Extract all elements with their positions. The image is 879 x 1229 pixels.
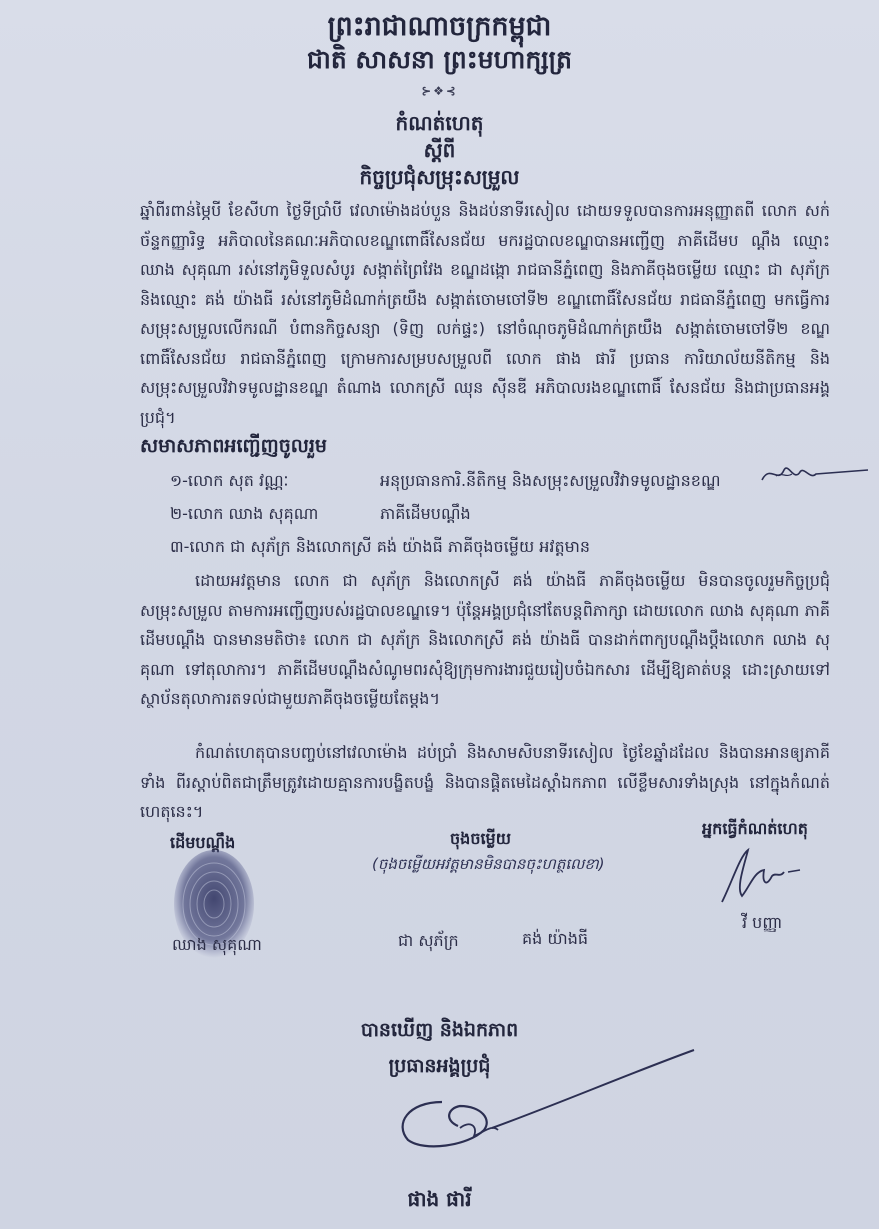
attendee-1-name: ១-លោក សុត វណ្ណៈ (170, 471, 289, 490)
plaintiff-name: ឈាង សុគុណា (172, 935, 262, 954)
attendees-heading: សមាសភាពអញ្ជើញចូលរួម (140, 435, 327, 457)
attendee-3-entry: ៣-លោក ជា សុភ័ក្រ និងលោកស្រី គង់ យ៉ាងធី ភាគីចុងចម្លើយ អវត្តមាន (170, 537, 591, 556)
plaintiff-label: ដើមបណ្ដឹង (170, 833, 236, 852)
attendee-2-role: ភាគីដើមបណ្ដឹង (380, 504, 471, 523)
closing-paragraph: កំណត់ហេតុបានបញ្ចប់នៅវេលាម៉ោង ដប់ប្រាំ និងសាមសិបនាទីរសៀល ថ្ងៃខែឆ្នាំដដែល និងបានអានឲ្យភាគីទាំង ពីរស្ដាប់ពិតជាត្រឹមត្រូវដោយគ្មានការបង្ខិតបង្ខំ និងបានផ្ដិតមេដៃស្ដាំឯកភាព លើខ្លឹមសារទាំងស្រុង នៅក្នុងកំណត់ ហេតុនេះ។ (140, 743, 830, 821)
attendee-1-role: អនុប្រធានការិ.នីតិកម្ម និងសម្រុះសម្រួលវិវាទមូលដ្ឋានខណ្ឌ (380, 471, 721, 490)
chair-label: ប្រធានអង្គប្រជុំ (388, 1055, 491, 1077)
defendant-name-1: ជា សុភ័ក្រ (398, 931, 459, 950)
recorder-label: អ្នកធ្វើកំណត់ហេតុ (702, 819, 808, 838)
ornament-divider: ⊱❖⊰ (421, 84, 458, 98)
attendee-2-name: ២-លោក ឈាង សុគុណា (170, 504, 319, 523)
attendee-1-signature (756, 454, 874, 494)
defendant-absence-note: (ចុងចម្លើយអវត្តមានមិនបានចុះហត្ថលេខា) (372, 855, 605, 873)
intro-paragraph: ឆ្នាំពីរពាន់ម្ភៃបី ខែសីហា ថ្ងៃទីប្រាំបី វេលាម៉ោងដប់បួន និងដប់នាទីរសៀល ដោយទទួលបានការអនុញ្ញាតពី លោក សក់ ច័ន្ទកញ្ញារិទ្ធ អភិបាលនៃគណៈអភិបាលខណ្ឌពោធិ៍សែនជ័យ មករដ្ឋបាលខណ្ឌបានអញ្ជើញ ភាគីដើមប ណ្ដឹង ឈ្មោះ ឈាង សុគុណា រស់នៅភូមិទួលសំបូរ សង្កាត់ព្រៃវែង ខណ្ឌដង្កោ រាជធានីភ្នំពេញ និងភាគីចុងចម្លើយ ឈ្មោះ ជា សុភ័ក្រ និងឈ្មោះ គង់ យ៉ាងធី រស់នៅភូមិដំណាក់ត្រយឹង សង្កាត់ចោមចៅទី២ ខណ្ឌពោធិ៍សែនជ័យ រាជធានីភ្នំពេញ មកធ្វើការសម្រុះសម្រួលលើករណី បំពានកិច្ចសន្យា (ទិញ លក់ផ្ទះ) នៅចំណុចភូមិដំណាក់ត្រយឹង សង្កាត់ចោមចៅទី២ ខណ្ឌពោធិ៍សែនជ័យ រាជធានីភ្នំពេញ ក្រោមការសម្របសម្រួលពី លោក ផាង ផារី ប្រធាន ការិយាល័យនីតិកម្ម និងសម្រុះសម្រួលវិវាទមូលដ្ឋានខណ្ឌ តំណាង លោកស្រី ឈុន ស៊ីនឌី អភិបាលរងខណ្ឌពោធិ៍ សែនជ័យ និងជាប្រធានអង្គប្រជុំ។ (140, 201, 830, 427)
body-paragraph: ដោយអវត្តមាន លោក ជា សុភ័ក្រ និងលោកស្រី គង់ យ៉ាងធី ភាគីចុងចម្លើយ មិនបានចូលរួមកិច្ចប្រជុំ សម្រុះសម្រួល តាមការអញ្ជើញរបស់រដ្ឋបាលខណ្ឌទេ។ ប៉ុន្តែអង្គប្រជុំនៅតែបន្តពិភាក្សា ដោយលោក ឈាង សុគុណា ភាគីដើមបណ្ដឹង បានមានមតិថា៖ លោក ជា សុភ័ក្រ និងលោកស្រី គង់ យ៉ាងធី បានដាក់ពាក្យបណ្ដឹងប្ដឹងលោក ឈាង សុគុណា ទៅតុលាការ។ ភាគីដើមបណ្ដឹងសំណូមពរសុំឱ្យក្រុមការងារជួយរៀបចំឯកសារ ដើម្បីឱ្យគាត់បន្ត ដោះស្រាយទៅស្ថាប័នតុលាការតទល់ជាមួយភាគីចុងចម្លើយតែម្ដង។ (140, 571, 830, 708)
motto-heading: ជាតិ សាសនា ព្រះមហាក្សត្រ (307, 45, 572, 74)
document-title: កំណត់ហេតុ (395, 111, 484, 135)
recorder-name: វី បញ្ញា (742, 913, 783, 932)
chair-name: ផាង ផារី (407, 1187, 472, 1211)
recorder-signature (714, 842, 804, 908)
defendant-label: ចុងចម្លើយ (450, 829, 511, 848)
defendant-name-2: គង់ យ៉ាងធី (522, 929, 589, 948)
document-subject: កិច្ចប្រជុំសម្រុះសម្រួល (359, 165, 520, 189)
kingdom-heading: ព្រះរាជាណាចក្រកម្ពុជា (327, 11, 552, 42)
chair-signature (388, 1044, 698, 1154)
approval-label: បានឃើញ និងឯកភាព (360, 1019, 519, 1041)
document-title-about: ស្ដីពី (423, 138, 456, 162)
